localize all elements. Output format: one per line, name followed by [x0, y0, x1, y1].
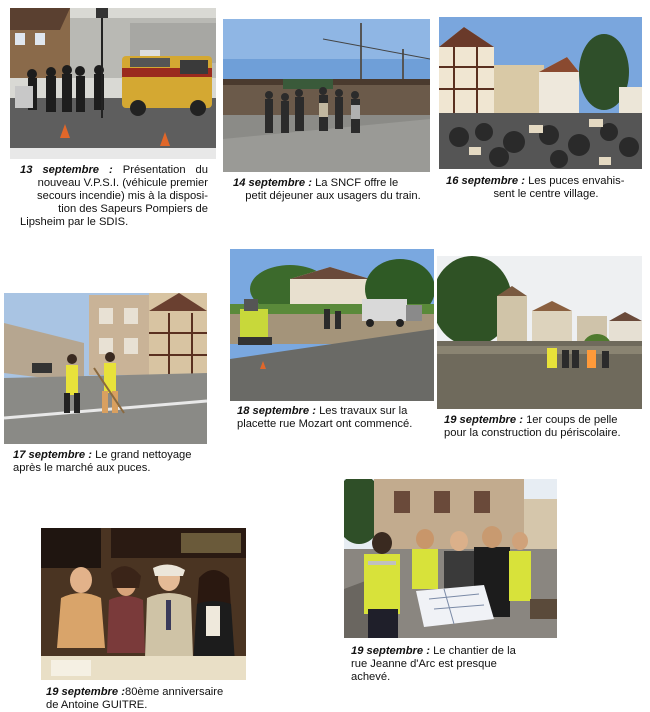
caption-17-sept: [13, 449, 213, 475]
caption-19-sept-anniversaire: [46, 686, 256, 712]
caption-line: secours incendie) mis à la disposi-: [37, 190, 208, 202]
caption-date: 13 septembre :: [20, 164, 113, 176]
photo-fire-truck: [10, 8, 216, 159]
photo-street-cleaning: [4, 293, 207, 444]
caption-text: 80ème anniversaire: [124, 686, 224, 698]
caption-line: après le marché aux puces.: [13, 462, 151, 474]
caption-date: 18 septembre :: [237, 405, 316, 417]
photo-jeanne-darc-site: [344, 479, 557, 638]
caption-date: 16 septembre :: [446, 175, 525, 187]
caption-date: 19 septembre :: [46, 686, 125, 698]
photo-periscolaire: [437, 256, 642, 409]
caption-text: Le grand nettoyage: [95, 449, 192, 461]
caption-date: 19 septembre :: [444, 414, 523, 426]
caption-line: Lipsheim par le SDIS.: [20, 216, 129, 228]
caption-date: 17 septembre :: [13, 449, 92, 461]
caption-line: de Antoine GUITRE.: [46, 699, 148, 711]
caption-text: 1er coups de pelle: [526, 414, 618, 426]
photo-placette-works: [230, 249, 434, 401]
caption-line: nouveau V.P.S.I. (véhicule premier: [37, 177, 208, 189]
photo-anniversary: [41, 528, 246, 680]
caption-18-sept: [237, 405, 437, 431]
caption-date: 14 septembre :: [233, 177, 312, 189]
caption-line: tion des Sapeurs Pompiers de: [58, 203, 208, 215]
caption-line: rue Jeanne d'Arc est presque: [351, 658, 497, 670]
photo-train-station: [223, 19, 430, 172]
caption-16-sept: [446, 175, 646, 201]
caption-text: Les puces envahis-: [528, 175, 625, 187]
caption-text: Le chantier de la: [433, 645, 516, 657]
caption-text: Les travaux sur la: [319, 405, 408, 417]
caption-line: petit déjeuner aux usagers du train.: [245, 190, 421, 202]
caption-19-sept-jeanne-darc: [351, 645, 556, 684]
caption-line: sent le centre village.: [493, 188, 599, 200]
caption-line: pour la construction du périscolaire.: [444, 427, 621, 439]
caption-line: achevé.: [351, 671, 391, 683]
photo-flea-market: [439, 17, 642, 169]
caption-text: La SNCF offre le: [315, 177, 399, 189]
caption-date: 19 septembre :: [351, 645, 430, 657]
caption-13-sept: [20, 164, 208, 229]
caption-line: placette rue Mozart ont commencé.: [237, 418, 413, 430]
caption-14-sept: [233, 177, 433, 203]
caption-19-sept-periscolaire: [444, 414, 649, 440]
caption-text: Présentation du: [122, 164, 209, 176]
